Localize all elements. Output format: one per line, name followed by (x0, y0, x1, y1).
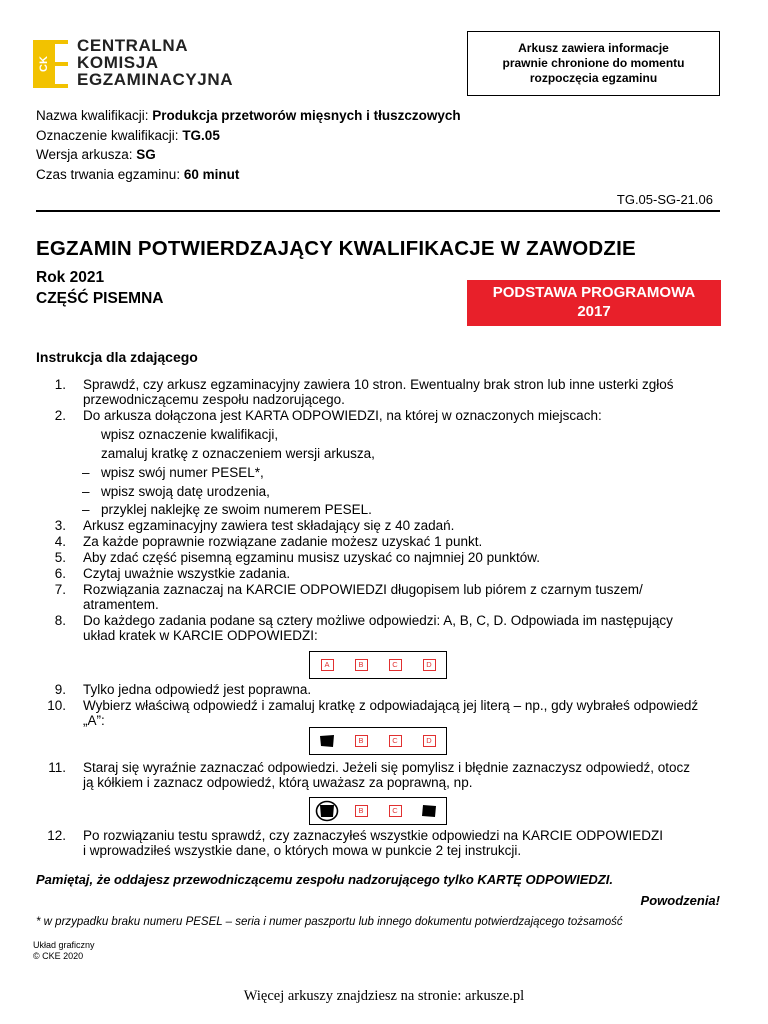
item-number: 10. (47, 698, 66, 713)
qualification-name: Nazwa kwalifikacji: Produkcja przetworów mięsnych i tłuszczowych (36, 108, 461, 123)
answer-cell (412, 652, 446, 678)
sub-item: przyklej naklejkę ze swoim numerem PESEL. (101, 502, 372, 517)
dash-bullet: – (82, 484, 90, 499)
reminder-text: Pamiętaj, że oddajesz przewodniczącemu zespołu nadzorującego tylko KARTĘ ODPOWIEDZI. (36, 872, 613, 887)
answer-cell (412, 728, 446, 754)
item-number: 3. (54, 518, 66, 533)
item-text: ją kółkiem i zaznacz odpowiedź, którą uważasz za poprawną, np. (83, 775, 473, 790)
item-text: Arkusz egzaminacyjny zawiera test składający się z 40 zadań. (83, 518, 455, 533)
credit-line: © CKE 2020 (33, 951, 84, 961)
layout-credit (33, 940, 95, 962)
answer-cell (344, 728, 378, 754)
program-line: PODSTAWA PROGRAMOWA (492, 284, 696, 301)
sheet-version: Wersja arkusza: SG (36, 147, 156, 162)
item-text: Tylko jedna odpowiedź jest poprawna. (83, 682, 312, 697)
item-number: 9. (54, 682, 66, 697)
bottom-link-text: Więcej arkuszy znajdziesz na stronie: arkusze.pl (243, 988, 525, 1004)
item-text: Do każdego zadania podane są cztery możliwe odpowiedzi: A, B, C, D. Odpowiada im następujący (83, 613, 673, 628)
confidential-notice (467, 31, 720, 96)
answer-grid-example (309, 651, 447, 679)
circled-box-icon (315, 800, 339, 822)
answer-box: B (355, 735, 368, 747)
answer-cell (344, 798, 378, 824)
answer-box: B (355, 805, 368, 817)
answer-grid-filled (309, 727, 447, 755)
sheet-code: TG.05-SG-21.06 (616, 192, 713, 207)
page-title: EGZAMIN POTWIERDZAJĄCY KWALIFIKACJE W ZAWODZIE (36, 237, 636, 260)
item-text: Staraj się wyraźnie zaznaczać odpowiedzi. Jeżeli się pomylisz i błędnie zaznaczysz odpowiedź, otocz (83, 760, 691, 775)
item-number: 2. (54, 408, 66, 423)
item-number: 1. (54, 377, 66, 392)
answer-cell (310, 652, 344, 678)
answer-box: C (389, 805, 402, 817)
answer-cell (378, 728, 412, 754)
logo-line: EGZAMINACYJNA (77, 70, 234, 89)
instructions-title: Instrukcja dla zdającego (36, 349, 198, 365)
logo-wordmark (77, 37, 233, 88)
item-text: Do arkusza dołączona jest KARTA ODPOWIEDZI, na której w oznaczonych miejscach: (83, 408, 602, 423)
item-number: 7. (54, 582, 66, 597)
item-number: 8. (54, 613, 66, 628)
sub-item: zamaluj kratkę z oznaczeniem wersji arkusza, (101, 446, 375, 461)
credit-line: Układ graficzny (33, 940, 95, 950)
answer-box: C (389, 735, 402, 747)
answer-cell (412, 798, 446, 824)
item-text: i wprowadziłeś wszystkie dane, o których mowa w punkcie 2 tej instrukcji. (83, 843, 522, 858)
dash-bullet: – (82, 465, 90, 480)
answer-cell (310, 798, 344, 824)
answer-box: D (423, 659, 436, 671)
footnote: * w przypadku braku numeru PESEL – seria i numer paszportu lub innego dokumentu potwierdzającego tożsamość (36, 916, 623, 928)
item-number: 12. (47, 828, 66, 843)
answer-box: D (423, 735, 436, 747)
answer-cell (378, 798, 412, 824)
qualification-code: Oznaczenie kwalifikacji: TG.05 (36, 128, 220, 143)
item-text: układ kratek w KARCIE ODPOWIEDZI: (83, 628, 318, 643)
good-luck-text: Powodzenia! (640, 893, 720, 908)
program-badge (467, 280, 721, 326)
item-number: 6. (54, 566, 66, 581)
notice-line: rozpoczęcia egzaminu (529, 71, 658, 85)
program-line: 2017 (577, 303, 611, 320)
divider (36, 210, 720, 212)
item-number: 11. (48, 760, 66, 775)
item-text: Wybierz właściwą odpowiedź i zamaluj kratkę z odpowiadającą jej literą – np., gdy wybrałeś odpowiedź (83, 698, 699, 713)
answer-cell (378, 652, 412, 678)
answer-box: C (389, 659, 402, 671)
item-text: Sprawdź, czy arkusz egzaminacyjny zawiera 10 stron. Ewentualny brak stron lub inne usterki zgłoś (83, 377, 674, 392)
item-text: Aby zdać część pisemną egzaminu musisz uzyskać co najmniej 20 punktów. (83, 550, 540, 565)
item-text: „A”: (83, 713, 105, 728)
svg-text:CK: CK (37, 56, 50, 72)
exam-year: Rok 2021 (36, 269, 105, 286)
notice-line: prawnie chronione do momentu (502, 56, 685, 70)
answer-box: B (355, 659, 368, 671)
item-text: Za każde poprawnie rozwiązane zadanie możesz uzyskać 1 punkt. (83, 534, 483, 549)
sub-item: wpisz swoją datę urodzenia, (101, 484, 270, 499)
filled-box-icon (319, 734, 335, 748)
item-text: przewodniczącemu zespołu nadzorującego. (83, 392, 345, 407)
sub-item: wpisz oznaczenie kwalifikacji, (101, 427, 279, 442)
cke-logo-icon (33, 40, 68, 88)
dash-bullet: – (82, 502, 90, 517)
filled-box-icon (421, 804, 437, 818)
item-text: Czytaj uważnie wszystkie zadania. (83, 566, 291, 581)
exam-duration: Czas trwania egzaminu: 60 minut (36, 167, 240, 182)
notice-line: Arkusz zawiera informacje (518, 41, 669, 55)
item-text: atramentem. (83, 597, 159, 612)
answer-box: A (321, 659, 334, 671)
item-text: Rozwiązania zaznaczaj na KARCIE ODPOWIEDZI długopisem lub piórem z czarnym tuszem/ (83, 582, 643, 597)
exam-part: CZĘŚĆ PISEMNA (36, 290, 164, 307)
answer-grid-corrected (309, 797, 447, 825)
item-number: 5. (54, 550, 66, 565)
answer-cell (310, 728, 344, 754)
logo-line: CENTRALNA (77, 36, 189, 55)
item-text: Po rozwiązaniu testu sprawdź, czy zaznaczyłeś wszystkie odpowiedzi na KARCIE ODPOWIEDZI (83, 828, 663, 843)
item-number: 4. (54, 534, 66, 549)
answer-cell (344, 652, 378, 678)
logo-line: KOMISJA (77, 53, 159, 72)
sub-item: wpisz swój numer PESEL*, (101, 465, 264, 480)
